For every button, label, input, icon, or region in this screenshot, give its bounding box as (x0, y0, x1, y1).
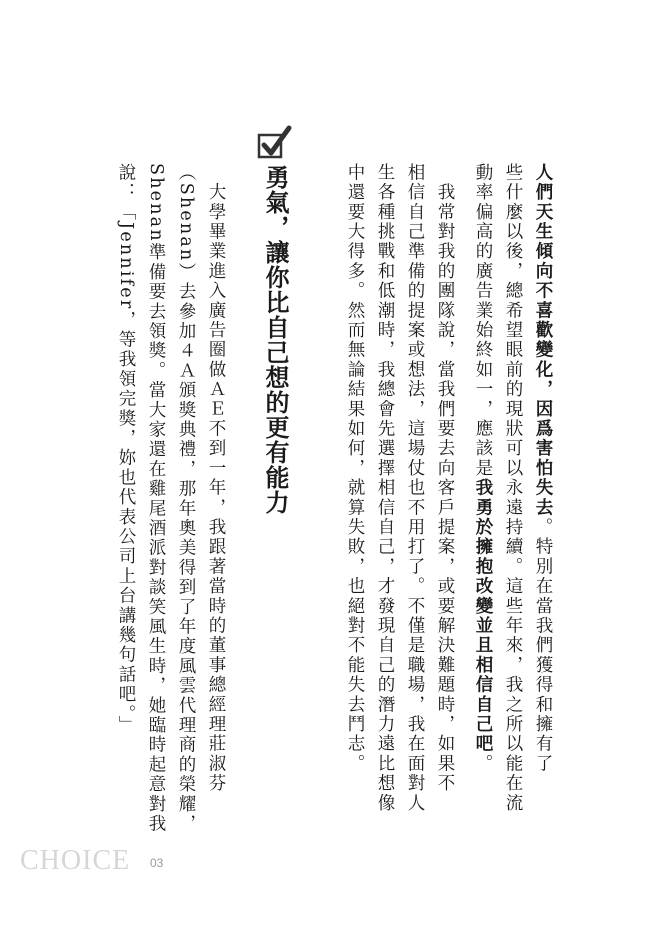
paragraph-2-line-3: 生各種挑戰和低潮時，我總會先選擇相信自己，才發現自己的潛力遠比想像 (375, 163, 395, 814)
bold-lead: 人們天生傾向不喜歡變化，因爲害怕失去 (533, 163, 553, 518)
paragraph-2-line-2: 相信自己準備的提案或想法，這場仗也不用打了。不僅是職場，我在面對人 (405, 163, 425, 814)
paragraph-1-line-2: 些什麼以後，總希望眼前的現狀可以永遠持續。這些年來，我之所以能在流 (503, 163, 523, 814)
brand-watermark: CHOICE (20, 845, 131, 876)
paragraph-1-line-1-rest: 。特別在當我們獲得和擁有了 (533, 517, 553, 774)
section-heading (250, 125, 298, 545)
paragraph-1-line-3-bold: 我勇於擁抱改變並且相信自己吧 (473, 478, 493, 755)
paragraph-2-line-4: 中還要大得多。然而無論結果如何，就算失敗，也絕對不能失去鬥志。 (345, 163, 365, 774)
heading-title: 勇氣，讓你比自己想的更有能力 (261, 165, 289, 515)
paragraph-1-line-3-end: 。 (473, 754, 493, 774)
paragraph-1-line-3 (470, 163, 496, 774)
paragraph-1-line-1 (530, 163, 556, 774)
paragraph-3-line-4: 說：「Jennifer，等我領完獎，妳也代表公司上台講幾句話吧。」 (116, 163, 136, 736)
paragraph-3-line-3: Shenan準備要去領獎。當大家還在雞尾酒派對談笑風生時，她臨時起意對我 (146, 163, 166, 834)
paragraph-3-line-2: （Shenan）去參加４Ａ頒獎典禮，那年奧美得到了年度風雲代理商的榮耀， (176, 163, 196, 834)
paragraph-2-line-1: 我常對我的團隊說，當我們要去向客戶提案，或要解決難題時，如果不 (435, 163, 455, 794)
paragraph-3-line-1: 大學畢業進入廣告圈做ＡＥ不到一年，我跟著當時的董事總經理莊淑芬 (206, 163, 226, 794)
paragraph-1-line-3-text: 動率偏高的廣告業始終如一，應該是 (473, 163, 493, 479)
page-number: 03 (150, 856, 164, 870)
checkmark-box-icon (256, 125, 292, 161)
